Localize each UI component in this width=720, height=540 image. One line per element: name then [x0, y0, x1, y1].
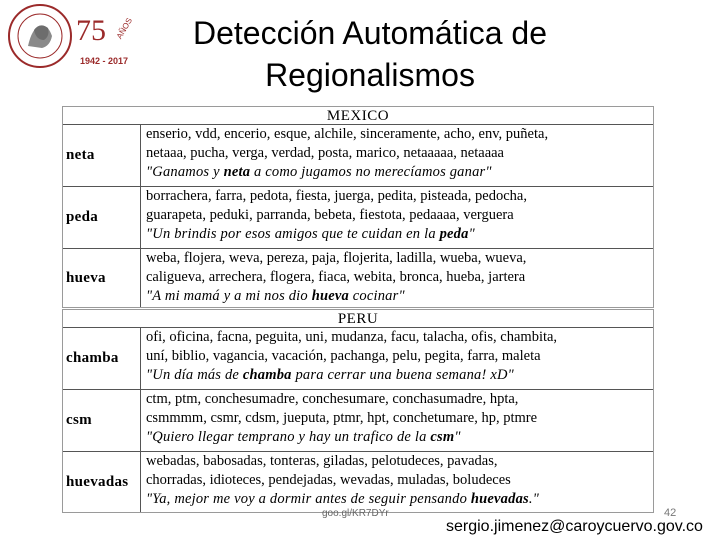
- synonyms-line: webadas, babosadas, tonteras, giladas, pelotudeces, pavadas,: [146, 453, 498, 469]
- slide-title-line-1: Detección Automática de: [193, 15, 547, 51]
- mexico-table: [62, 106, 654, 308]
- logo-anniversary-word: AÑOS: [114, 16, 134, 41]
- table-row: [63, 328, 653, 390]
- example-sentence: "Un brindis por esos amigos que te cuidan en la peda": [146, 226, 475, 243]
- table-row: [63, 187, 653, 249]
- peru-header: PERU: [63, 310, 653, 328]
- row-content: [141, 249, 653, 307]
- logo-years: 1942 - 2017: [80, 56, 129, 66]
- mexico-header: MEXICO: [63, 107, 653, 125]
- table-row: [63, 125, 653, 187]
- synonyms-line: netaaa, pucha, verga, verdad, posta, marico, netaaaaa, netaaaa: [146, 145, 504, 162]
- synonyms-line: csmmmm, csmr, cdsm, jueputa, ptmr, hpt, conchetumare, hp, ptmre: [146, 410, 538, 427]
- synonyms-line: borrachera, farra, pedota, fiesta, juerga, pedita, pisteada, pedocha,: [146, 188, 527, 204]
- slide-title: [150, 12, 590, 96]
- synonyms-line: weba, flojera, weva, pereza, paja, flojerita, ladilla, wueba, wueva,: [146, 250, 527, 266]
- term-huevadas: huevadas: [63, 452, 141, 512]
- institution-logo: [4, 2, 136, 72]
- footer-url[interactable]: goo.gl/KR7DYr: [322, 508, 389, 519]
- example-sentence: "A mi mamá y a mi nos dio hueva cocinar": [146, 288, 405, 305]
- example-sentence: "Ya, mejor me voy a dormir antes de seguir pensando huevadas.": [146, 491, 539, 508]
- table-row: [63, 390, 653, 452]
- table-row: [63, 452, 653, 512]
- table-row: [63, 249, 653, 307]
- example-sentence: "Un día más de chamba para cerrar una buena semana! xD": [146, 367, 514, 384]
- term-hueva: hueva: [63, 249, 141, 307]
- slide-title-line-2: Regionalismos: [265, 57, 475, 93]
- term-csm: csm: [63, 390, 141, 451]
- synonyms-line: chorradas, idioteces, pendejadas, wevadas, muladas, boludeces: [146, 472, 511, 489]
- row-content: [141, 328, 653, 389]
- synonyms-line: ofi, oficina, facna, peguita, uni, mudanza, facu, talacha, ofis, chambita,: [146, 329, 558, 345]
- synonyms-line: caligueva, arrechera, flogera, fiaca, webita, bronca, hueba, jartera: [146, 269, 526, 286]
- example-sentence: "Quiero llegar temprano y hay un trafico de la csm": [146, 429, 461, 446]
- synonyms-line: ctm, ptm, conchesumadre, conchesumare, conchasumadre, hpta,: [146, 391, 519, 407]
- synonyms-line: enserio, vdd, encerio, esque, alchile, sinceramente, acho, env, puñeta,: [146, 126, 549, 142]
- term-neta: neta: [63, 125, 141, 186]
- row-content: [141, 390, 653, 451]
- synonyms-line: guarapeta, peduki, parranda, bebeta, fiestota, pedaaaa, verguera: [146, 207, 514, 224]
- example-sentence: "Ganamos y neta a como jugamos no merecíamos ganar": [146, 164, 492, 181]
- logo-anniversary-number: 75: [76, 14, 106, 47]
- row-content: [141, 125, 653, 186]
- synonyms-line: uní, biblio, vagancia, vacación, pachanga, pelu, pegita, farra, maleta: [146, 348, 541, 365]
- row-content: [141, 187, 653, 248]
- contact-email[interactable]: sergio.jimenez@caroycuervo.gov.co: [446, 518, 703, 535]
- term-peda: peda: [63, 187, 141, 248]
- logo-seal-icon: [4, 2, 136, 72]
- row-content: [141, 452, 653, 512]
- term-chamba: chamba: [63, 328, 141, 389]
- page-number: 42: [664, 507, 677, 519]
- peru-table: [62, 309, 654, 513]
